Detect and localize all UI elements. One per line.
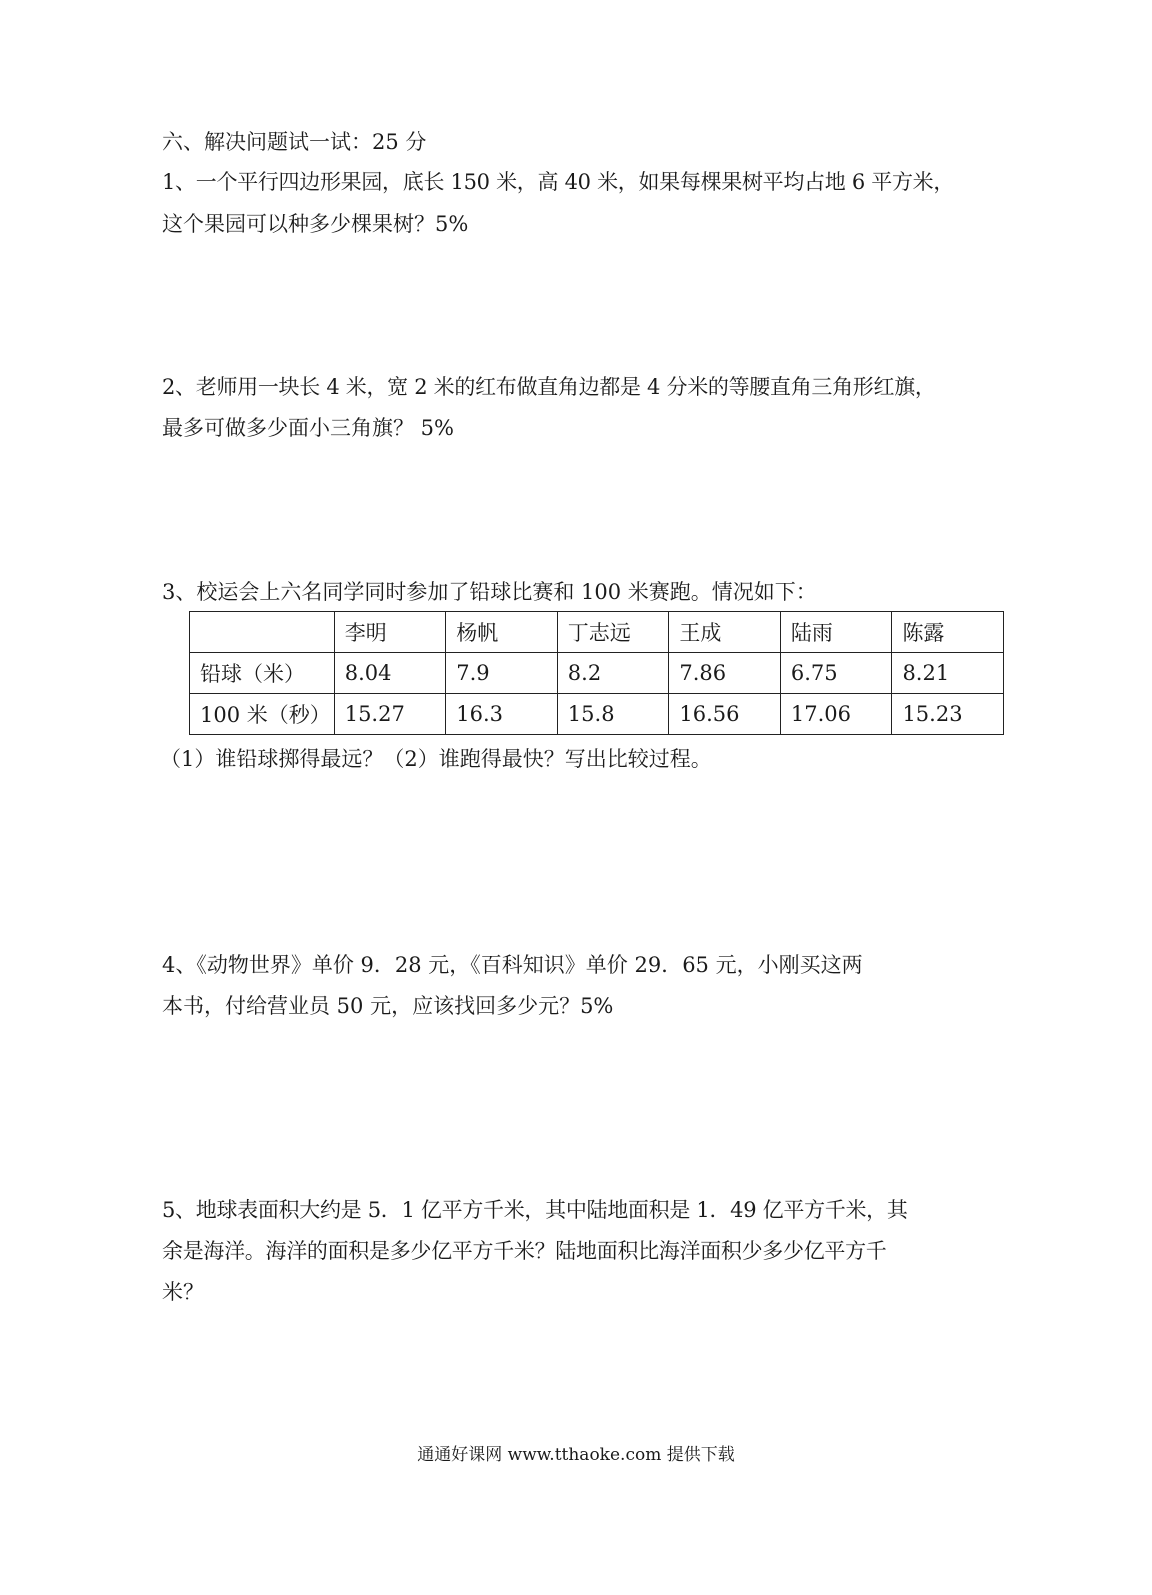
problem-1-line-2: 这个果园可以种多少棵果树？5% <box>162 212 469 236</box>
table-header-cell: 李明 <box>334 612 446 653</box>
table-header-row <box>190 612 1004 653</box>
problem-5-line-1: 5、地球表面积大约是 5．1 亿平方千米，其中陆地面积是 1．49 亿平方千米，其 <box>162 1198 908 1222</box>
problem-4-line-2: 本书，付给营业员 50 元，应该找回多少元？5% <box>162 994 614 1018</box>
table-cell: 15.27 <box>334 694 446 735</box>
table-cell: 8.21 <box>892 653 1004 694</box>
problem-3-question: （1）谁铅球掷得最远？（2）谁跑得最快？写出比较过程。 <box>160 747 712 771</box>
results-table <box>189 611 1004 735</box>
problem-2-line-2: 最多可做多少面小三角旗？ 5% <box>162 416 454 440</box>
table-cell: 8.2 <box>557 653 669 694</box>
table-cell: 6.75 <box>780 653 892 694</box>
table-cell: 17.06 <box>780 694 892 735</box>
table-cell: 16.3 <box>446 694 558 735</box>
table-cell: 7.86 <box>669 653 781 694</box>
table-row <box>190 653 1004 694</box>
section-title: 六、解决问题试一试：25 分 <box>162 130 427 154</box>
table-row-label: 100 米（秒） <box>190 694 335 735</box>
problem-4-line-1: 4、《动物世界》单价 9．28 元，《百科知识》单价 29．65 元，小刚买这两 <box>162 953 863 977</box>
table-cell: 7.9 <box>446 653 558 694</box>
problem-3-line-1: 3、校运会上六名同学同时参加了铅球比赛和 100 米赛跑。情况如下： <box>162 580 817 604</box>
table-header-cell <box>190 612 335 653</box>
table-header-cell: 陆雨 <box>780 612 892 653</box>
table-header-cell: 杨帆 <box>446 612 558 653</box>
table-cell: 15.8 <box>557 694 669 735</box>
problem-2-line-1: 2、老师用一块长 4 米，宽 2 米的红布做直角边都是 4 分米的等腰直角三角形红旗， <box>162 375 936 399</box>
table-cell: 15.23 <box>892 694 1004 735</box>
table-cell: 8.04 <box>334 653 446 694</box>
table-header-cell: 陈露 <box>892 612 1004 653</box>
table-row <box>190 694 1004 735</box>
table-row-label: 铅球（米） <box>190 653 335 694</box>
problem-1-line-1: 1、一个平行四边形果园，底长 150 米，高 40 米，如果每棵果树平均占地 6 平方米， <box>162 170 955 194</box>
problem-5-line-2: 余是海洋。海洋的面积是多少亿平方千米？陆地面积比海洋面积少多少亿平方千 <box>162 1239 887 1263</box>
footer-credit: 通通好课网 www.tthaoke.com 提供下载 <box>417 1445 735 1465</box>
table-header-cell: 王成 <box>669 612 781 653</box>
problem-5-line-3: 米？ <box>162 1280 204 1304</box>
table-cell: 16.56 <box>669 694 781 735</box>
table-header-cell: 丁志远 <box>557 612 669 653</box>
